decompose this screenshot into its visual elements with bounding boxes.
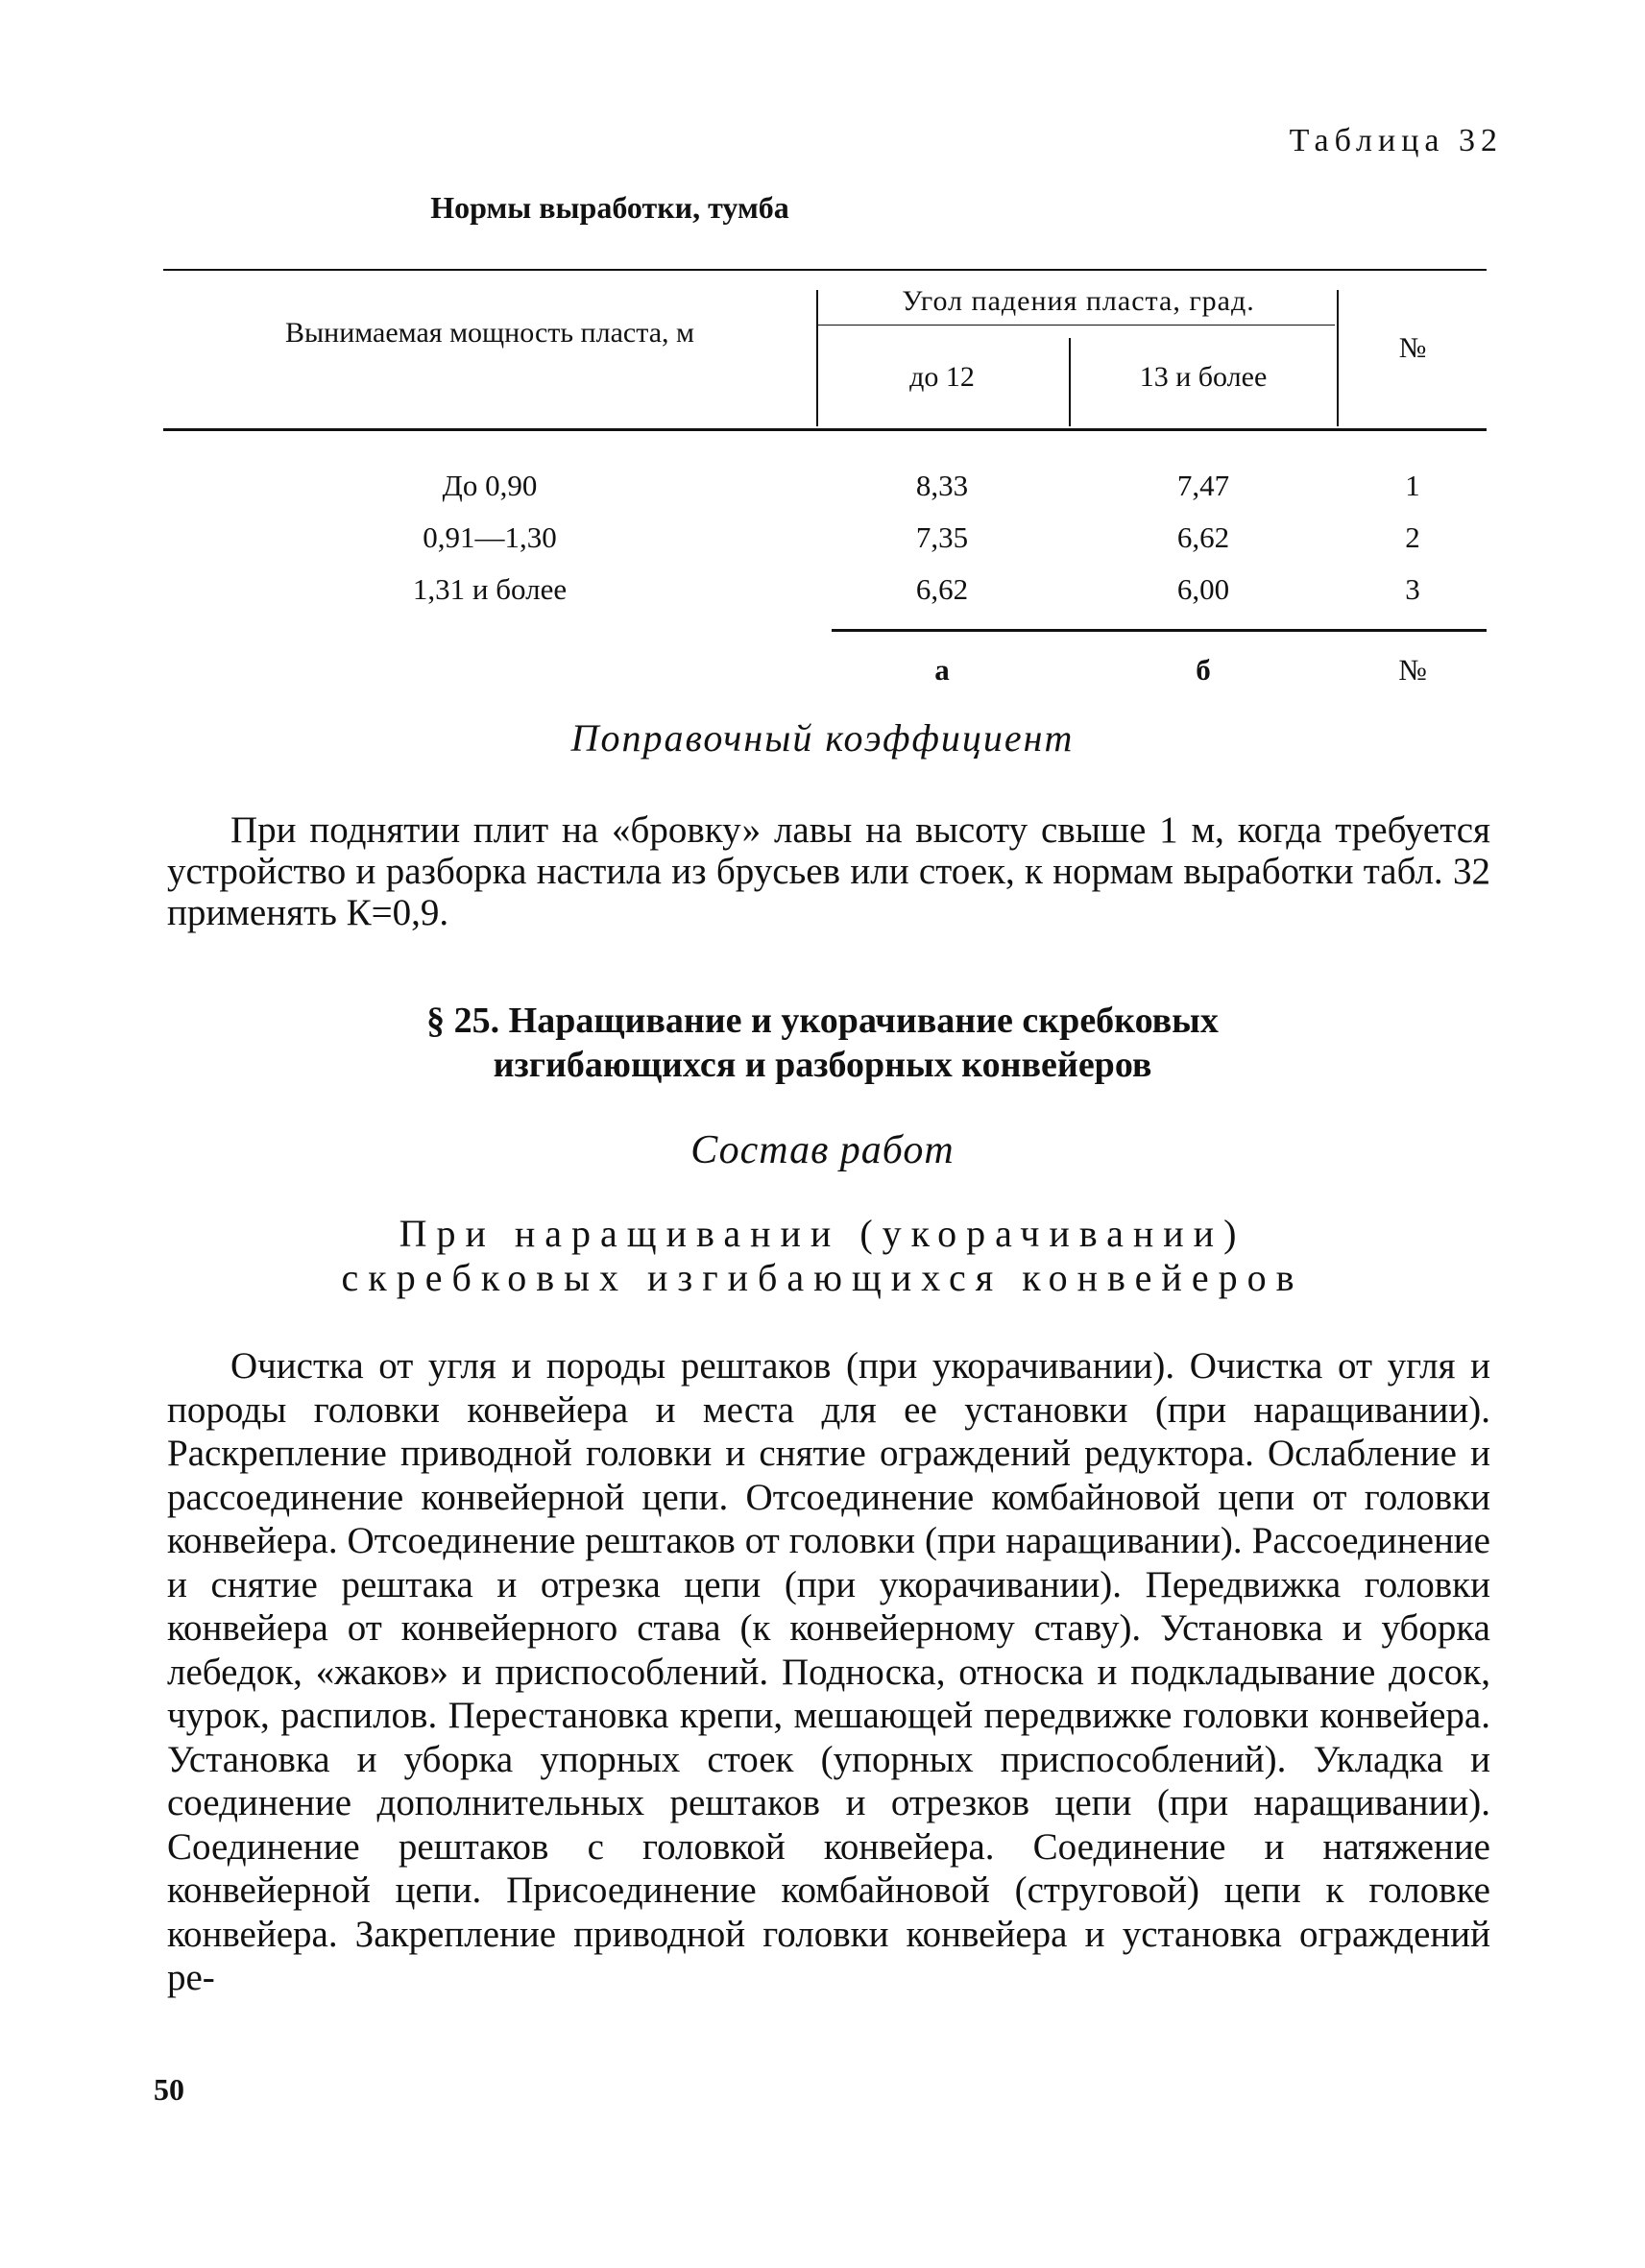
table-cell-no: 1 (1405, 469, 1420, 502)
table-top-rule (163, 269, 1487, 271)
correction-title: Поправочный коэффициент (570, 716, 1075, 760)
header-no: № (1398, 332, 1427, 364)
table-bottom-rule (832, 629, 1487, 632)
page-number: 50 (154, 2072, 184, 2107)
table-caption: Таблица 32 (1289, 123, 1503, 158)
table-cell-no: 3 (1405, 572, 1420, 606)
section-heading-line: § 25. Наращивание и укорачивание скребковых (426, 1001, 1219, 1041)
table-divider (1069, 338, 1071, 426)
section-heading (0, 999, 1645, 1087)
table-title: Нормы выработки, тумба (430, 190, 789, 225)
table-cell-a: 8,33 (915, 469, 969, 502)
section-heading-line: изгибающихся и разборных конвейеров (493, 1045, 1152, 1085)
table-cell-b: 6,62 (1176, 520, 1230, 554)
table-cell-b: 7,47 (1176, 469, 1230, 502)
angle-header-rule (816, 325, 1335, 326)
table-divider (816, 290, 818, 426)
composition-title: Состав работ (690, 1128, 955, 1172)
table-cell-no: 2 (1405, 520, 1420, 554)
table-cell-thickness: 1,31 и более (412, 572, 568, 606)
table-cell-thickness: 0,91—1,30 (423, 520, 557, 554)
table-cell-b: 6,00 (1176, 572, 1230, 606)
table-cell-thickness: До 0,90 (442, 469, 538, 502)
correction-paragraph: При поднятии плит на «бровку» лавы на высоту свыше 1 м, когда требуется устройство и разборка настила из брусьев или стоек, к нормам выработки табл. 32 применять К=0,9. (167, 809, 1490, 933)
subheading-line: скребковых изгибающихся конвейеров (341, 1256, 1304, 1299)
footer-no: № (1398, 653, 1427, 687)
header-angle-b: 13 и более (1139, 361, 1268, 393)
table-cell-a: 6,62 (915, 572, 969, 606)
header-angle-a: до 12 (909, 361, 975, 393)
subheading-line: При наращивании (укорачивании) (399, 1212, 1246, 1255)
header-bottom-rule (163, 428, 1487, 431)
footer-b: б (1196, 653, 1211, 687)
subheading (0, 1212, 1645, 1300)
header-angle: Угол падения пласта, град. (902, 285, 1255, 317)
table-cell-a: 7,35 (915, 520, 969, 554)
header-thickness: Вынимаемая мощность пласта, м (284, 317, 694, 349)
footer-a: а (934, 653, 950, 687)
work-composition-paragraph: Очистка от угля и породы рештаков (при укорачивании). Очистка от угля и породы головки конвейера и места для ее установки (при наращивании). Раскрепление приводной головки и снятие ограждений редуктора. Ослабление и рассоединение конвейерной цепи. Отсоединение комбайновой цепи от головки конвейера. Отсоединение рештаков от головки (при наращивании). Рассоединение и снятие рештака и отрезка цепи (при укорачивании). Передвижка головки конвейера от конвейерного става (к конвейерному ставу). Установка и уборка лебедок, «жаков» и приспособлений. Подноска, относка и подкладывание досок, чурок, распилов. Перестановка крепи, мешающей передвижке головки конвейера. Установка и уборка упорных стоек (упорных приспособлений). Укладка и соединение дополнительных рештаков и отрезков цепи (при наращивании). Соединение рештаков с головкой конвейера. Соединение и натяжение конвейерной цепи. Присоединение комбайновой (струговой) цепи к головке конвейера. Закрепление приводной головки конвейера и установка ограждений ре- (167, 1345, 1490, 1998)
